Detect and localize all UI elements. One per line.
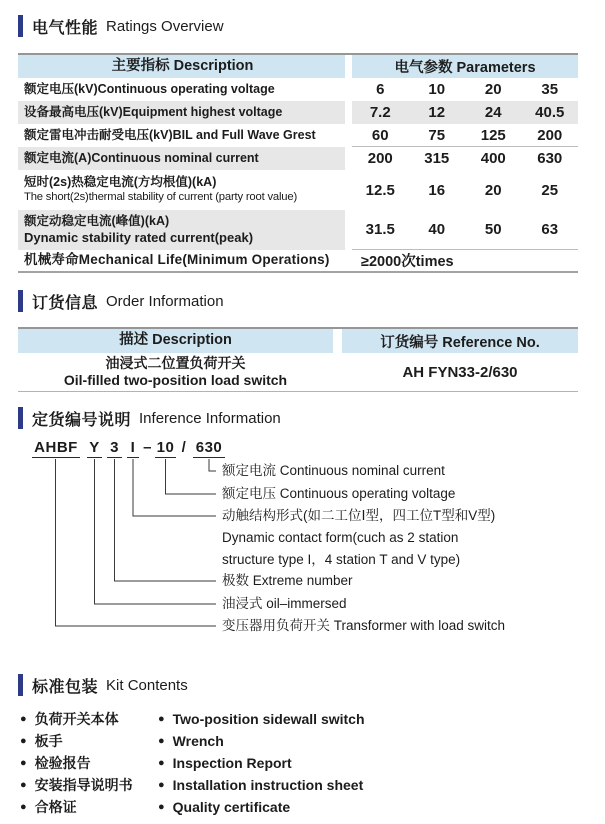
list-item-row xyxy=(20,752,605,774)
kit-item-en: Quality certificate xyxy=(172,799,291,815)
table-header-row xyxy=(18,329,578,353)
bullet-icon: ● xyxy=(20,712,27,725)
product-description-en: Oil-filled two-position load switch xyxy=(63,372,288,388)
param-value: 12.5 xyxy=(365,181,395,199)
row-label-zh: 额定动稳定电流(峰值)(kA) xyxy=(24,214,170,229)
param-value: 35 xyxy=(541,81,559,98)
table-row xyxy=(18,210,578,250)
section-heading-ratings xyxy=(18,14,605,38)
bullet-icon: ● xyxy=(20,756,27,769)
param-value: 31.5 xyxy=(365,221,395,238)
column-header-parameters: 电气参数 Parameters xyxy=(352,55,578,78)
bullet-icon: ● xyxy=(158,734,165,747)
column-gutter xyxy=(345,78,352,101)
section-accent-bar xyxy=(18,674,23,696)
list-item-row xyxy=(20,708,605,730)
row-label xyxy=(18,170,345,210)
row-values xyxy=(352,147,578,170)
row-label-zh: 短时(2s)热稳定电流(方均根值)(kA) xyxy=(24,175,217,190)
row-label-en: The short(2s)thermal stability of current (party root value) xyxy=(24,190,298,203)
bullet-icon: ● xyxy=(158,800,165,813)
row-values xyxy=(352,250,578,271)
row-label: 额定电流(A)Continuous nominal current xyxy=(18,147,345,170)
bullet-icon: ● xyxy=(158,778,165,791)
list-item-row xyxy=(20,796,605,818)
table-header-row xyxy=(18,55,578,78)
reference-number xyxy=(342,353,578,391)
kit-item-en: Wrench xyxy=(172,733,224,749)
column-gutter xyxy=(345,55,352,78)
param-value: 20 xyxy=(484,181,502,199)
list-item xyxy=(158,799,290,815)
param-value: 200 xyxy=(367,150,393,167)
section-title-zh: 电气性能 xyxy=(32,19,99,37)
product-description xyxy=(18,353,333,391)
table-row xyxy=(18,170,578,210)
section-accent-bar xyxy=(18,290,23,312)
bullet-icon: ● xyxy=(20,734,27,747)
list-item xyxy=(158,755,292,771)
kit-item-zh: 安装指导说明书 xyxy=(34,777,133,793)
code-separator: – xyxy=(143,439,152,456)
table-row xyxy=(18,124,578,147)
code-meaning: 动触结构形式(如二工位Ⅰ型，四工位T型和V型) xyxy=(222,508,496,523)
list-item xyxy=(20,775,158,795)
section-title-en: Order Information xyxy=(106,292,224,310)
param-value: 63 xyxy=(541,221,559,238)
row-values xyxy=(352,170,578,210)
code-meaning: 额定电流 Continuous nominal current xyxy=(222,463,445,478)
order-table xyxy=(18,327,578,392)
row-label-en: Dynamic stability rated current(peak) xyxy=(24,229,254,245)
code-meaning: 极数 Extreme number xyxy=(222,573,353,588)
bullet-icon: ● xyxy=(20,778,27,791)
ratings-table xyxy=(18,53,578,273)
column-header-description: 描述 Description xyxy=(18,329,333,353)
section-heading-order xyxy=(18,289,605,313)
code-meaning: structure type I，4 station T and V type) xyxy=(222,552,461,567)
table-row xyxy=(18,353,578,391)
bullet-icon: ● xyxy=(20,800,27,813)
section-title-en: Ratings Overview xyxy=(106,17,224,35)
type-code-diagram xyxy=(0,439,605,639)
section-title-zh: 标准包装 xyxy=(32,678,99,696)
list-item xyxy=(158,711,365,727)
kit-item-en: Installation instruction sheet xyxy=(172,777,364,793)
section-title-zh: 订货信息 xyxy=(32,294,99,312)
section-heading-inference xyxy=(18,406,605,430)
product-description-zh: 油浸式二位置负荷开关 xyxy=(105,354,246,371)
section-title-en: Inference Information xyxy=(139,409,281,427)
section-title-zh: 定货编号说明 xyxy=(32,411,132,429)
code-meaning: 油浸式 oil–immersed xyxy=(222,596,347,611)
row-label: 设备最高电压(kV)Equipment highest voltage xyxy=(18,101,345,124)
kit-contents-list xyxy=(20,708,605,818)
table-row xyxy=(18,250,578,271)
row-label: 额定雷电冲击耐受电压(kV)BIL and Full Wave Grest xyxy=(18,124,345,147)
list-item-row xyxy=(20,774,605,796)
row-label: 额定电压(kV)Continuous operating voltage xyxy=(18,78,345,101)
reference-number-value: AH FYN33-2/630 xyxy=(402,363,518,381)
column-gutter xyxy=(345,101,352,124)
param-value: 24 xyxy=(484,104,502,121)
param-value: 16 xyxy=(428,181,446,199)
param-value: 75 xyxy=(428,126,446,144)
list-item xyxy=(158,777,363,793)
kit-item-zh: 负荷开关本体 xyxy=(34,711,119,727)
param-value: 60 xyxy=(371,126,389,144)
code-meaning: Dynamic contact form(cuch as 2 station xyxy=(222,530,459,545)
param-value: 6 xyxy=(376,81,385,98)
row-label: 机械寿命Mechanical Life(Minimum Operations) xyxy=(18,250,345,271)
code-segment: I xyxy=(127,439,139,458)
column-gutter xyxy=(345,250,352,271)
list-item-row xyxy=(20,730,605,752)
param-value: 400 xyxy=(480,150,506,167)
column-gutter xyxy=(345,124,352,147)
column-header-description: 主要指标 Description xyxy=(18,55,345,78)
kit-item-zh: 板手 xyxy=(34,733,63,749)
column-gutter xyxy=(345,210,352,250)
column-gutter xyxy=(345,147,352,170)
param-value: 125 xyxy=(480,126,506,144)
param-value: 40 xyxy=(428,221,446,238)
param-value: 20 xyxy=(484,81,502,98)
kit-item-zh: 合格证 xyxy=(34,799,77,815)
list-item xyxy=(20,731,158,751)
kit-item-zh: 检验报告 xyxy=(34,755,91,771)
row-values xyxy=(352,124,578,147)
code-segment: AHBF xyxy=(32,439,80,458)
code-meaning: 额定电压 Continuous operating voltage xyxy=(222,486,456,501)
row-values xyxy=(352,78,578,101)
section-heading-kit xyxy=(18,673,605,697)
list-item xyxy=(158,733,224,749)
code-segment: 10 xyxy=(156,439,175,456)
list-item xyxy=(20,753,158,773)
param-value: 315 xyxy=(424,150,450,167)
param-value: 40.5 xyxy=(535,104,565,121)
kit-item-en: Two-position sidewall switch xyxy=(172,711,365,727)
param-value: 200 xyxy=(537,126,563,144)
code-segment: 630 xyxy=(193,439,225,458)
row-values xyxy=(352,101,578,124)
code-separator: / xyxy=(181,439,187,456)
param-value: 10 xyxy=(428,81,446,98)
row-values xyxy=(352,210,578,250)
param-value: 7.2 xyxy=(369,104,391,121)
param-value: 630 xyxy=(537,150,563,167)
param-value: 50 xyxy=(484,221,502,238)
table-row xyxy=(18,147,578,170)
column-gutter xyxy=(333,353,342,391)
code-segment: Y xyxy=(87,439,102,458)
bullet-icon: ● xyxy=(158,712,165,725)
bullet-icon: ● xyxy=(158,756,165,769)
table-row xyxy=(18,101,578,124)
column-gutter xyxy=(345,170,352,210)
section-title-en: Kit Contents xyxy=(106,676,188,694)
param-value: 25 xyxy=(541,181,559,199)
section-accent-bar xyxy=(18,15,23,37)
param-value: 12 xyxy=(428,104,446,121)
column-gutter xyxy=(333,329,342,353)
param-value: ≥2000次times xyxy=(361,254,454,270)
section-accent-bar xyxy=(18,407,23,429)
table-row xyxy=(18,78,578,101)
row-label xyxy=(18,210,345,250)
list-item xyxy=(20,797,158,817)
list-item xyxy=(20,709,158,729)
kit-item-en: Inspection Report xyxy=(172,755,292,771)
code-meaning: 变压器用负荷开关 Transformer with load switch xyxy=(222,618,506,633)
code-segment: 3 xyxy=(107,439,122,458)
column-header-reference: 订货编号 Reference No. xyxy=(342,329,578,353)
